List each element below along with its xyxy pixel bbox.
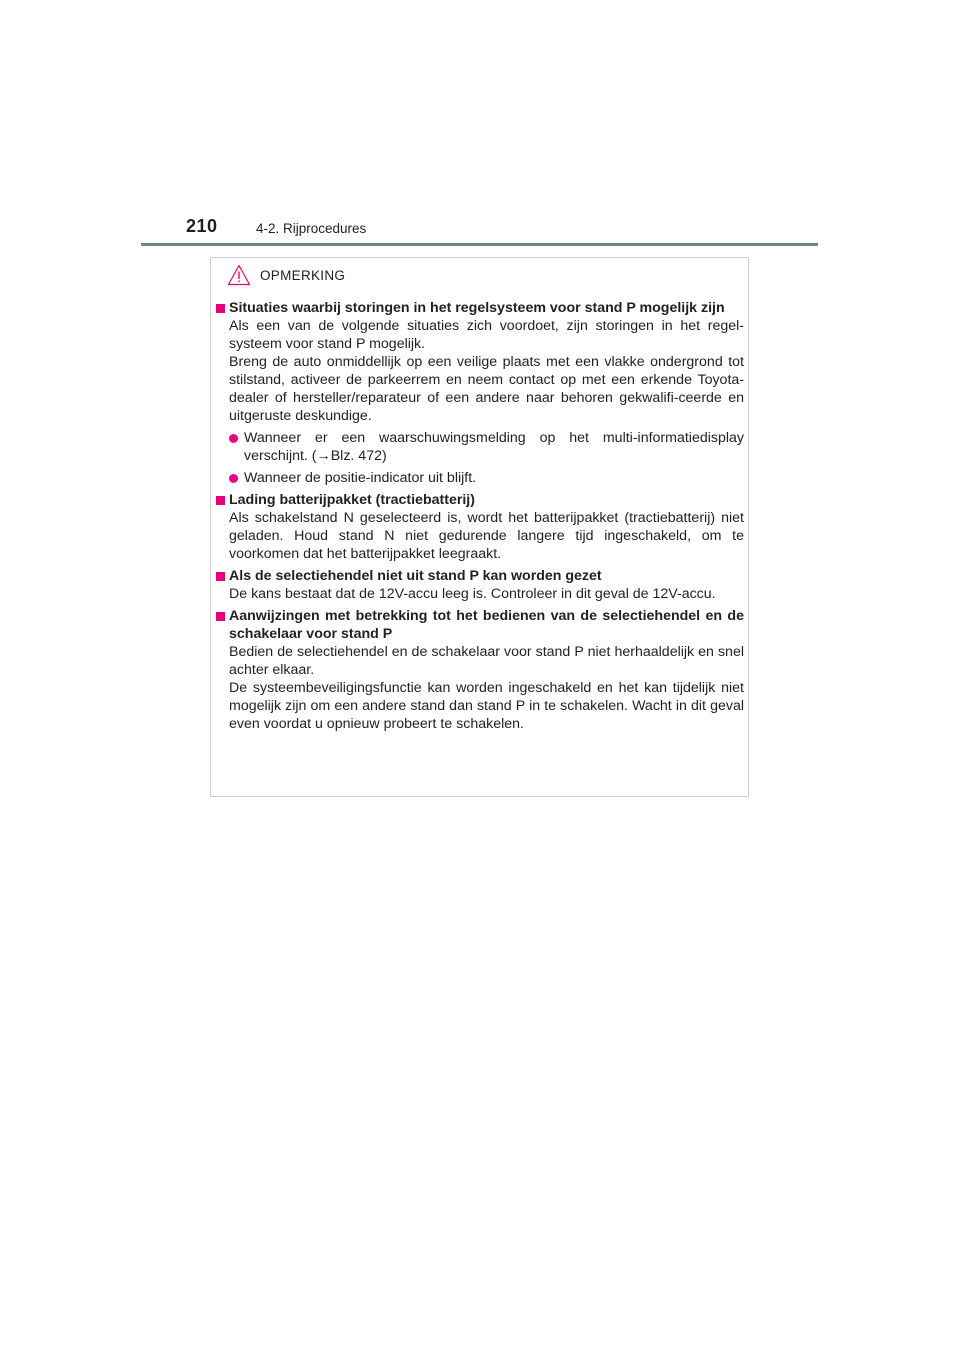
notice-title: OPMERKING <box>260 267 346 283</box>
section-heading: Lading batterijpakket (tractiebatterij) <box>216 491 744 509</box>
paragraph: Breng de auto onmiddellijk op een veilige plaats met een vlakke ondergrond tot stilstand, activeer de parkeerrem en neem contact op met een erkende Toyota-dealer of hersteller/reparateur of een andere naar behoren gekwalifi-ceerde en uitgeruste deskundige. <box>229 354 744 424</box>
section-heading: Aanwijzingen met betrekking tot het bedienen van de selectiehendel en de schakelaar voor stand P <box>216 607 744 643</box>
notice-section <box>216 567 744 603</box>
paragraph: Bedien de selectiehendel en de schakelaar voor stand P niet herhaaldelijk en snel achter elkaar. <box>229 644 744 678</box>
paragraph: De systeembeveiligingsfunctie kan worden ingeschakeld en het kan tijdelijk niet mogelijk zijn om een andere stand dan stand P in te schakelen. Wacht in dit geval even voordat u opnieuw probeert te schakelen. <box>229 680 744 732</box>
list-item: Wanneer de positie-indicator uit blijft. <box>229 469 744 487</box>
notice-header <box>227 264 345 286</box>
notice-section <box>216 607 744 733</box>
paragraph: Als schakelstand N geselecteerd is, wordt het batterijpakket (tractiebatterij) niet geladen. Houd stand N niet gedurende langere tijd ingeschakeld, om te voorkomen dat het batterijpakket leegraakt. <box>229 510 744 562</box>
square-bullet-icon <box>216 496 225 505</box>
paragraph: Als een van de volgende situaties zich voordoet, zijn storingen in het regel-systeem voor stand P mogelijk. <box>229 318 744 352</box>
page-number: 210 <box>186 216 218 236</box>
notice-section <box>216 299 744 487</box>
square-bullet-icon <box>216 612 225 621</box>
list-item: Wanneer er een waarschuwingsmelding op het multi-informatiedisplay verschijnt. (→Blz. 472) <box>229 429 744 465</box>
section-heading: Situaties waarbij storingen in het regelsysteem voor stand P mogelijk zijn <box>216 299 744 317</box>
section-heading: Als de selectiehendel niet uit stand P kan worden gezet <box>216 567 744 585</box>
notice-section <box>216 491 744 563</box>
warning-triangle-icon <box>227 264 251 286</box>
circle-bullet-icon <box>229 474 238 483</box>
header-divider <box>141 243 818 246</box>
notice-box <box>210 257 749 797</box>
square-bullet-icon <box>216 304 225 313</box>
circle-bullet-icon <box>229 434 238 443</box>
square-bullet-icon <box>216 572 225 581</box>
paragraph: De kans bestaat dat de 12V-accu leeg is. Controleer in dit geval de 12V-accu. <box>229 586 716 602</box>
section-title: 4-2. Rijprocedures <box>256 221 367 236</box>
notice-body <box>216 299 744 737</box>
